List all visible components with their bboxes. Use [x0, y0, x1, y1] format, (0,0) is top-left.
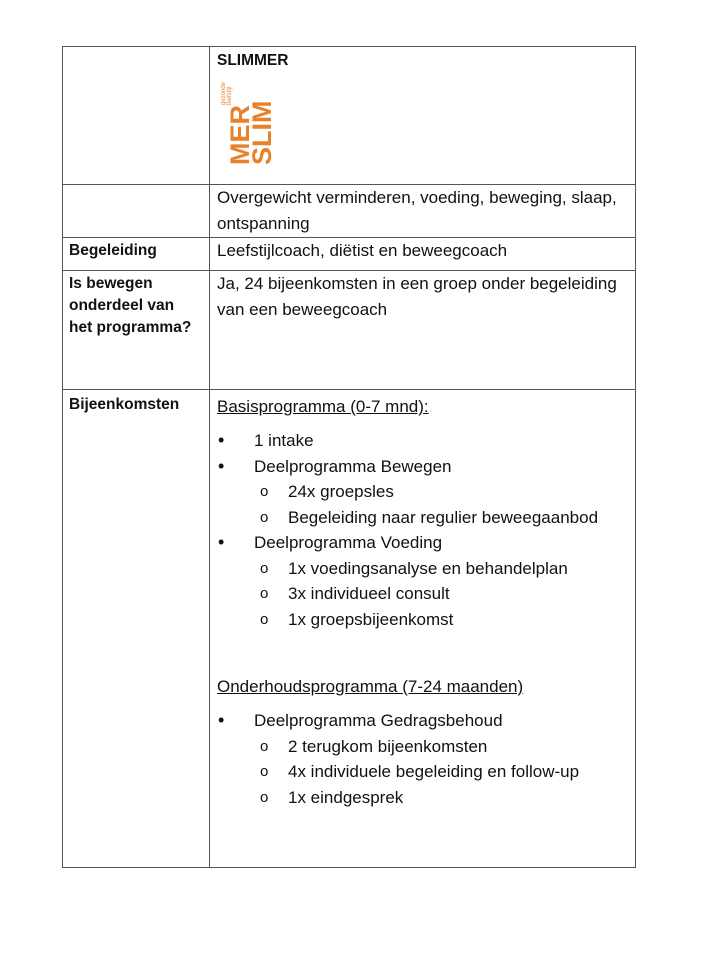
bullet-icon: • [218, 430, 225, 450]
basis-item [210, 454, 635, 531]
begeleiding-value-cell [210, 238, 636, 271]
basis-heading: Basisprogramma (0-7 mnd): [217, 397, 429, 416]
bullet-icon: • [218, 710, 225, 730]
circle-bullet-icon: o [260, 483, 269, 500]
begeleiding-label-cell [63, 238, 210, 271]
circle-bullet-icon: o [260, 763, 269, 780]
circle-bullet-icon: o [260, 788, 269, 806]
topics-label-cell [63, 185, 210, 238]
topics-row [63, 185, 636, 238]
topics-value-cell [210, 185, 636, 238]
basis-sub-item [210, 581, 635, 607]
empty-cell [63, 47, 210, 185]
onderhoud-sub-item-text: 4x individuele begeleiding en follow-up [288, 762, 580, 781]
basis-sub-item [210, 505, 635, 531]
basis-sub-item-text: 3x individueel consult [288, 584, 450, 603]
circle-bullet-icon: o [260, 585, 269, 602]
bewegen-value: Ja, 24 bijeenkomsten in een groep onder begeleiding van een beweegcoach [217, 274, 617, 319]
basis-list [210, 428, 635, 632]
circle-bullet-icon: o [260, 737, 269, 755]
program-title: SLIMMER [217, 52, 289, 69]
basis-sub-item [210, 479, 635, 505]
bijeenkomsten-row [63, 390, 636, 868]
onderhoud-sub-item-text: 1x eindgesprek [288, 787, 404, 807]
bijeenkomsten-label-cell [63, 390, 210, 868]
logo-text-2: MER [225, 105, 255, 165]
onderhoud-sub-list [254, 734, 635, 811]
basis-item [210, 428, 635, 454]
slimmer-logo [221, 79, 284, 167]
topics-value: Overgewicht verminderen, voeding, beweging, slaap, ontspanning [217, 188, 617, 233]
header-cell [210, 47, 636, 185]
begeleiding-value: Leefstijlcoach, diëtist en beweegcoach [217, 241, 508, 260]
onderhoud-sub-item [210, 734, 635, 760]
program-table [62, 46, 636, 868]
basis-sub-item-text: 24x groepsles [288, 482, 394, 501]
logo-text-1: SLIM [247, 100, 277, 165]
circle-bullet-icon: o [260, 610, 269, 628]
onderhoud-sub-item-text: 2 terugkom bijeenkomsten [288, 736, 488, 756]
bewegen-row [63, 271, 636, 390]
begeleiding-label: Begeleiding [69, 242, 157, 259]
bewegen-label: Is bewegen onderdeel van het programma? [69, 275, 192, 336]
bullet-icon: • [218, 455, 225, 476]
bijeenkomsten-value-cell [210, 390, 636, 868]
header-row [63, 47, 636, 185]
onderhoud-item-text: Deelprogramma Gedragsbehoud [254, 711, 503, 730]
circle-bullet-icon: o [260, 508, 269, 526]
begeleiding-row [63, 238, 636, 271]
basis-item [210, 530, 635, 632]
basis-item-text: Deelprogramma Bewegen [254, 456, 452, 476]
onderhoud-list [210, 708, 635, 810]
circle-bullet-icon: o [260, 559, 269, 577]
basis-item-text: 1 intake [254, 431, 314, 450]
logo-small-text-1: gezonde [221, 81, 227, 105]
bewegen-label-cell [63, 271, 210, 390]
basis-sub-item [210, 607, 635, 633]
basis-sub-item-text: 1x voedingsanalyse en behandelplan [288, 558, 568, 578]
basis-sub-list [254, 479, 635, 530]
onderhoud-sub-item [210, 759, 635, 785]
basis-item-text: Deelprogramma Voeding [254, 533, 443, 552]
bijeenkomsten-label: Bijeenkomsten [69, 396, 180, 413]
logo-small-text-2: leefstijl [227, 86, 233, 105]
bewegen-value-cell [210, 271, 636, 390]
bullet-icon: • [218, 532, 225, 552]
onderhoud-sub-item [210, 785, 635, 811]
basis-sub-item-text: Begeleiding naar regulier beweegaanbod [288, 507, 599, 527]
onderhoud-heading: Onderhoudsprogramma (7-24 maanden) [217, 677, 524, 696]
basis-sub-list [254, 556, 635, 633]
onderhoud-item [210, 708, 635, 810]
basis-sub-item-text: 1x groepsbijeenkomst [288, 609, 454, 629]
basis-sub-item [210, 556, 635, 582]
